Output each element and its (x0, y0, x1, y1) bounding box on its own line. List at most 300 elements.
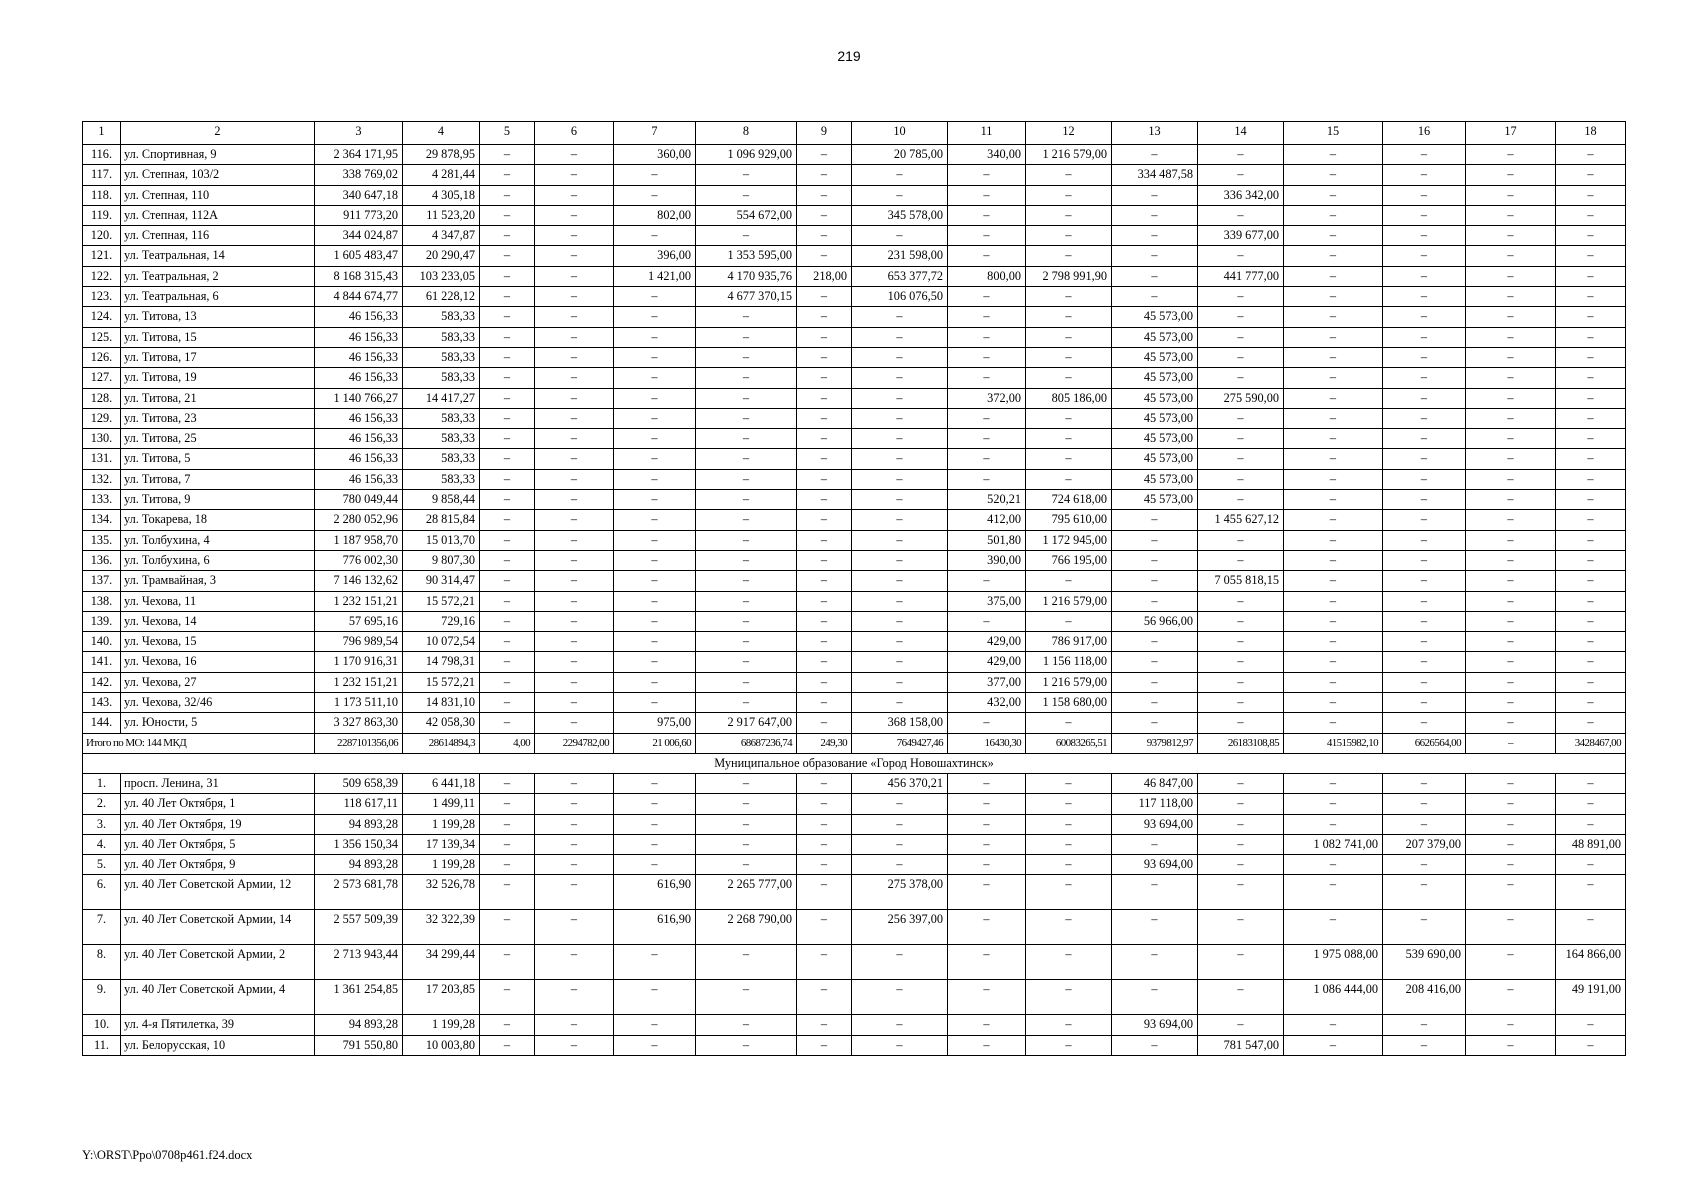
table-cell: – (1198, 307, 1284, 327)
table-cell: – (852, 591, 948, 611)
table-cell: – (1556, 1035, 1626, 1055)
table-cell: – (535, 550, 614, 570)
table-cell: – (1198, 429, 1284, 449)
table-cell: – (535, 388, 614, 408)
table-cell: – (1556, 408, 1626, 428)
table-cell: 56 966,00 (1112, 611, 1198, 631)
table-cell: – (535, 347, 614, 367)
table-cell: – (535, 773, 614, 793)
table-cell: – (535, 530, 614, 550)
table-cell: – (1556, 571, 1626, 591)
table-cell: 17 139,34 (403, 834, 480, 854)
table-cell: 103 233,05 (403, 266, 480, 286)
table-cell: 1. (83, 773, 121, 793)
table-cell: – (797, 449, 852, 469)
table-cell: – (1026, 205, 1112, 225)
table-cell: – (1383, 571, 1466, 591)
table-cell: – (1556, 875, 1626, 910)
table-cell: 15 013,70 (403, 530, 480, 550)
table-cell: – (535, 945, 614, 980)
table-cell: 4 677 370,15 (696, 287, 797, 307)
table-cell: 9 (797, 122, 852, 145)
table-cell: 4 844 674,77 (315, 287, 403, 307)
table-cell: 501,80 (948, 530, 1026, 550)
table-cell: – (535, 205, 614, 225)
table-cell: – (797, 814, 852, 834)
table-cell: – (1026, 834, 1112, 854)
table-cell: – (1198, 910, 1284, 945)
table-cell: – (1466, 388, 1556, 408)
table-cell: 1 199,28 (403, 855, 480, 875)
table-cell: ул. 40 Лет Октября, 19 (121, 814, 315, 834)
table-cell: – (797, 773, 852, 793)
table-cell: – (1112, 693, 1198, 713)
table-cell: – (852, 327, 948, 347)
table-cell: 57 695,16 (315, 611, 403, 631)
table-cell: – (1556, 510, 1626, 530)
table-cell: 45 573,00 (1112, 469, 1198, 489)
table-cell: – (1466, 226, 1556, 246)
table-cell: – (696, 490, 797, 510)
table-cell: – (535, 875, 614, 910)
table-cell: 136. (83, 550, 121, 570)
table-cell: – (614, 449, 696, 469)
table-cell: – (1198, 368, 1284, 388)
table-cell: – (535, 980, 614, 1015)
table-cell: – (1198, 490, 1284, 510)
table-cell: 231 598,00 (852, 246, 948, 266)
table-cell: 781 547,00 (1198, 1035, 1284, 1055)
table-cell: – (480, 490, 535, 510)
table-cell: 583,33 (403, 347, 480, 367)
table-cell: ул. Белорусская, 10 (121, 1035, 315, 1055)
table-cell: 2 (121, 122, 315, 145)
table-cell: – (1383, 226, 1466, 246)
table-cell: – (797, 1015, 852, 1035)
table-cell: – (1026, 408, 1112, 428)
table-cell: – (797, 672, 852, 692)
table-cell: – (1383, 652, 1466, 672)
table-cell: 1 975 088,00 (1284, 945, 1383, 980)
table-cell: – (1284, 165, 1383, 185)
table-cell: – (535, 469, 614, 489)
table-cell: 1 199,28 (403, 1015, 480, 1035)
table-cell: – (1026, 469, 1112, 489)
table-cell: – (797, 652, 852, 672)
table-cell: – (1466, 910, 1556, 945)
table-cell: – (480, 429, 535, 449)
table-cell: – (852, 490, 948, 510)
table-cell: 45 573,00 (1112, 449, 1198, 469)
table-cell: – (1284, 449, 1383, 469)
table-cell: 1 455 627,12 (1198, 510, 1284, 530)
table-cell: 372,00 (948, 388, 1026, 408)
table-cell: 138. (83, 591, 121, 611)
table-cell: – (480, 591, 535, 611)
table-cell: 17 203,85 (403, 980, 480, 1015)
table-cell: – (948, 814, 1026, 834)
table-cell: 429,00 (948, 652, 1026, 672)
table-cell: 15 572,21 (403, 672, 480, 692)
table-cell: – (1556, 814, 1626, 834)
table-cell: – (948, 287, 1026, 307)
table-cell: 796 989,54 (315, 632, 403, 652)
table-cell: – (1112, 185, 1198, 205)
table-cell: – (614, 571, 696, 591)
table-cell: ул. Титова, 15 (121, 327, 315, 347)
table-cell: 9. (83, 980, 121, 1015)
table-cell: – (1112, 713, 1198, 733)
table-cell: – (1383, 794, 1466, 814)
table-cell: – (1284, 510, 1383, 530)
table-cell: – (797, 945, 852, 980)
table-cell: – (797, 530, 852, 550)
table-cell: – (948, 571, 1026, 591)
table-cell: – (1198, 875, 1284, 910)
table-cell: – (535, 1015, 614, 1035)
table-cell: – (852, 611, 948, 631)
table-cell: – (948, 205, 1026, 225)
table-cell: – (1112, 246, 1198, 266)
table-cell: – (1466, 794, 1556, 814)
table-cell: ул. 40 Лет Советской Армии, 2 (121, 945, 315, 980)
table-cell: – (1556, 1015, 1626, 1035)
table-cell: – (852, 794, 948, 814)
table-cell: 93 694,00 (1112, 855, 1198, 875)
table-cell: – (797, 287, 852, 307)
table-cell: 2 265 777,00 (696, 875, 797, 910)
table-cell: 3 (315, 122, 403, 145)
table-cell: – (797, 571, 852, 591)
table-cell: 46 156,33 (315, 449, 403, 469)
table-cell: – (1026, 307, 1112, 327)
table-cell: 130. (83, 429, 121, 449)
table-cell: 45 573,00 (1112, 368, 1198, 388)
table-cell: – (797, 794, 852, 814)
table-cell: – (614, 632, 696, 652)
table-cell: 140. (83, 632, 121, 652)
table-cell: – (614, 1035, 696, 1055)
table-cell: – (480, 266, 535, 286)
table-cell: – (1284, 469, 1383, 489)
table-cell: – (948, 449, 1026, 469)
table-cell: – (1383, 1035, 1466, 1055)
table-row (83, 693, 1626, 713)
table-cell: – (614, 1015, 696, 1035)
table-cell: – (1026, 980, 1112, 1015)
table-cell: – (1383, 672, 1466, 692)
table-cell: – (614, 611, 696, 631)
table-row (83, 591, 1626, 611)
table-cell: – (614, 945, 696, 980)
table-cell: – (1466, 165, 1556, 185)
table-cell: – (1466, 185, 1556, 205)
table-cell: 93 694,00 (1112, 1015, 1198, 1035)
table-cell: 360,00 (614, 145, 696, 165)
table-cell: – (948, 945, 1026, 980)
table-cell: 6. (83, 875, 121, 910)
table-cell: – (1026, 875, 1112, 910)
table-cell: 2287101356,06 (315, 733, 403, 753)
table-cell: 1 199,28 (403, 814, 480, 834)
table-cell: – (480, 327, 535, 347)
table-cell: 60083265,51 (1026, 733, 1112, 753)
table-cell: 218,00 (797, 266, 852, 286)
table-cell: – (696, 652, 797, 672)
table-cell: 45 573,00 (1112, 490, 1198, 510)
table-cell: 45 573,00 (1112, 408, 1198, 428)
table-row (83, 226, 1626, 246)
table-cell: – (1556, 449, 1626, 469)
table-cell: – (948, 875, 1026, 910)
table-cell: – (1198, 469, 1284, 489)
table-cell: 17 (1466, 122, 1556, 145)
table-cell: – (696, 165, 797, 185)
table-cell: 1 (83, 122, 121, 145)
table-cell: – (696, 226, 797, 246)
table-cell: 7 055 818,15 (1198, 571, 1284, 591)
table-cell: – (480, 814, 535, 834)
table-row (83, 408, 1626, 428)
table-cell: 1 140 766,27 (315, 388, 403, 408)
table-cell: – (1198, 794, 1284, 814)
table-cell: – (1198, 287, 1284, 307)
table-cell: – (614, 773, 696, 793)
table-cell: – (1466, 307, 1556, 327)
table-cell: – (614, 490, 696, 510)
table-cell: – (1466, 408, 1556, 428)
table-cell: – (1198, 145, 1284, 165)
table-cell: – (1383, 910, 1466, 945)
table-cell: 93 694,00 (1112, 814, 1198, 834)
table-cell: 2 798 991,90 (1026, 266, 1112, 286)
table-cell: – (535, 834, 614, 854)
table-cell: 377,00 (948, 672, 1026, 692)
table-cell: – (948, 773, 1026, 793)
table-cell: 14 417,27 (403, 388, 480, 408)
table-cell: 29 878,95 (403, 145, 480, 165)
table-cell: – (852, 368, 948, 388)
table-cell: 46 156,33 (315, 469, 403, 489)
table-cell: – (1556, 773, 1626, 793)
table-cell: 106 076,50 (852, 287, 948, 307)
table-cell: – (797, 980, 852, 1015)
table-cell: – (535, 449, 614, 469)
table-cell: – (480, 945, 535, 980)
table-cell: – (1284, 632, 1383, 652)
table-cell: – (1198, 165, 1284, 185)
table-cell: 3428467,00 (1556, 733, 1626, 753)
table-cell: – (1112, 632, 1198, 652)
table-cell: – (480, 145, 535, 165)
table-cell: – (480, 1035, 535, 1055)
table-cell: – (948, 1015, 1026, 1035)
table-cell: – (948, 910, 1026, 945)
table-cell: – (696, 550, 797, 570)
table-cell: – (852, 1015, 948, 1035)
table-cell: – (948, 185, 1026, 205)
table-cell: – (1383, 773, 1466, 793)
table-cell: – (1112, 980, 1198, 1015)
table-cell: – (948, 794, 1026, 814)
table-cell: – (1556, 530, 1626, 550)
table-cell: 126. (83, 347, 121, 367)
table-cell: ул. Титова, 9 (121, 490, 315, 510)
table-cell: 375,00 (948, 591, 1026, 611)
table-cell: – (1556, 652, 1626, 672)
table-cell: 583,33 (403, 429, 480, 449)
table-cell: – (1556, 307, 1626, 327)
table-cell: 4 (403, 122, 480, 145)
table-cell: – (614, 794, 696, 814)
table-cell: – (1198, 591, 1284, 611)
table-cell: 1 173 511,10 (315, 693, 403, 713)
table-cell: 1 170 916,31 (315, 652, 403, 672)
table-cell: 45 573,00 (1112, 347, 1198, 367)
table-cell: – (1556, 855, 1626, 875)
table-cell: – (480, 611, 535, 631)
table-cell: 1 356 150,34 (315, 834, 403, 854)
table-cell: ул. Степная, 103/2 (121, 165, 315, 185)
table-cell: 164 866,00 (1556, 945, 1626, 980)
table-cell: – (535, 510, 614, 530)
table-cell: – (1556, 266, 1626, 286)
table-cell: – (1466, 347, 1556, 367)
table-cell: 1 353 595,00 (696, 246, 797, 266)
table-cell: – (1284, 652, 1383, 672)
table-cell: – (1383, 449, 1466, 469)
table-cell: – (797, 165, 852, 185)
table-cell: 16 (1383, 122, 1466, 145)
table-cell: – (1556, 388, 1626, 408)
table-cell: – (614, 980, 696, 1015)
table-cell: – (1026, 347, 1112, 367)
table-cell: 539 690,00 (1383, 945, 1466, 980)
table-cell: 396,00 (614, 246, 696, 266)
table-cell: – (797, 226, 852, 246)
table-row (83, 327, 1626, 347)
table-cell: 7649427,46 (852, 733, 948, 753)
table-cell: – (1556, 246, 1626, 266)
table-cell: – (1466, 814, 1556, 834)
table-row (83, 1035, 1626, 1055)
table-cell: 249,30 (797, 733, 852, 753)
table-cell: – (535, 1035, 614, 1055)
table-cell: 780 049,44 (315, 490, 403, 510)
table-cell: ул. 40 Лет Советской Армии, 4 (121, 980, 315, 1015)
table-cell: – (797, 307, 852, 327)
table-cell: – (797, 246, 852, 266)
table-cell: – (614, 550, 696, 570)
table-cell: – (614, 388, 696, 408)
table-cell: ул. Титова, 23 (121, 408, 315, 428)
table-cell: 802,00 (614, 205, 696, 225)
table-cell: – (1026, 814, 1112, 834)
table-row (83, 945, 1626, 980)
table-cell: 94 893,28 (315, 814, 403, 834)
table-cell: – (1112, 510, 1198, 530)
table-total-row (83, 733, 1626, 753)
table-cell: – (535, 611, 614, 631)
table-cell: 21 006,60 (614, 733, 696, 753)
table-cell: 554 672,00 (696, 205, 797, 225)
table-cell: – (614, 226, 696, 246)
table-cell: – (948, 611, 1026, 631)
table-cell: – (852, 672, 948, 692)
table-cell: – (696, 327, 797, 347)
table-cell: – (1284, 226, 1383, 246)
table-cell: – (1466, 287, 1556, 307)
table-cell: – (480, 855, 535, 875)
table-cell: – (948, 855, 1026, 875)
table-cell: – (480, 652, 535, 672)
table-cell: – (1466, 1015, 1556, 1035)
table-cell: 46 156,33 (315, 327, 403, 347)
table-cell: – (1556, 226, 1626, 246)
table-cell: – (1026, 368, 1112, 388)
table-cell: 122. (83, 266, 121, 286)
table-cell: 118. (83, 185, 121, 205)
table-row (83, 165, 1626, 185)
table-row (83, 611, 1626, 631)
table-cell: – (1466, 368, 1556, 388)
table-cell: – (1112, 834, 1198, 854)
table-cell: 32 322,39 (403, 910, 480, 945)
table-cell: 256 397,00 (852, 910, 948, 945)
table-cell: ул. Чехова, 16 (121, 652, 315, 672)
table-cell: – (535, 368, 614, 388)
table-row (83, 855, 1626, 875)
table-cell: – (1383, 205, 1466, 225)
table-cell: 1 187 958,70 (315, 530, 403, 550)
table-cell: – (1284, 855, 1383, 875)
table-cell: – (797, 469, 852, 489)
table-cell: – (1198, 449, 1284, 469)
table-cell: 90 314,47 (403, 571, 480, 591)
table-cell: – (1466, 530, 1556, 550)
table-cell: – (480, 550, 535, 570)
table-cell: – (1383, 713, 1466, 733)
table-cell: ул. Титова, 17 (121, 347, 315, 367)
table-cell: – (1466, 980, 1556, 1015)
table-cell: – (535, 429, 614, 449)
table-cell: – (1112, 226, 1198, 246)
table-cell: – (614, 408, 696, 428)
table-cell: ул. Чехова, 15 (121, 632, 315, 652)
table-cell: – (1383, 246, 1466, 266)
table-cell: – (1026, 611, 1112, 631)
table-cell: – (1284, 1035, 1383, 1055)
table-cell: – (696, 429, 797, 449)
table-cell: 46 156,33 (315, 368, 403, 388)
table-cell: – (480, 910, 535, 945)
table-cell: 48 891,00 (1556, 834, 1626, 854)
table-cell: – (1284, 794, 1383, 814)
table-cell: – (1284, 814, 1383, 834)
table-cell: 429,00 (948, 632, 1026, 652)
table-cell: – (1284, 1015, 1383, 1035)
table-cell: – (480, 980, 535, 1015)
table-cell: – (1466, 855, 1556, 875)
table-cell: ул. 40 Лет Октября, 1 (121, 794, 315, 814)
table-cell: – (1026, 1015, 1112, 1035)
table-cell: 124. (83, 307, 121, 327)
table-cell: – (1284, 910, 1383, 945)
table-cell: – (480, 449, 535, 469)
table-cell: 1 096 929,00 (696, 145, 797, 165)
table-cell: – (1198, 945, 1284, 980)
table-cell: 2 713 943,44 (315, 945, 403, 980)
